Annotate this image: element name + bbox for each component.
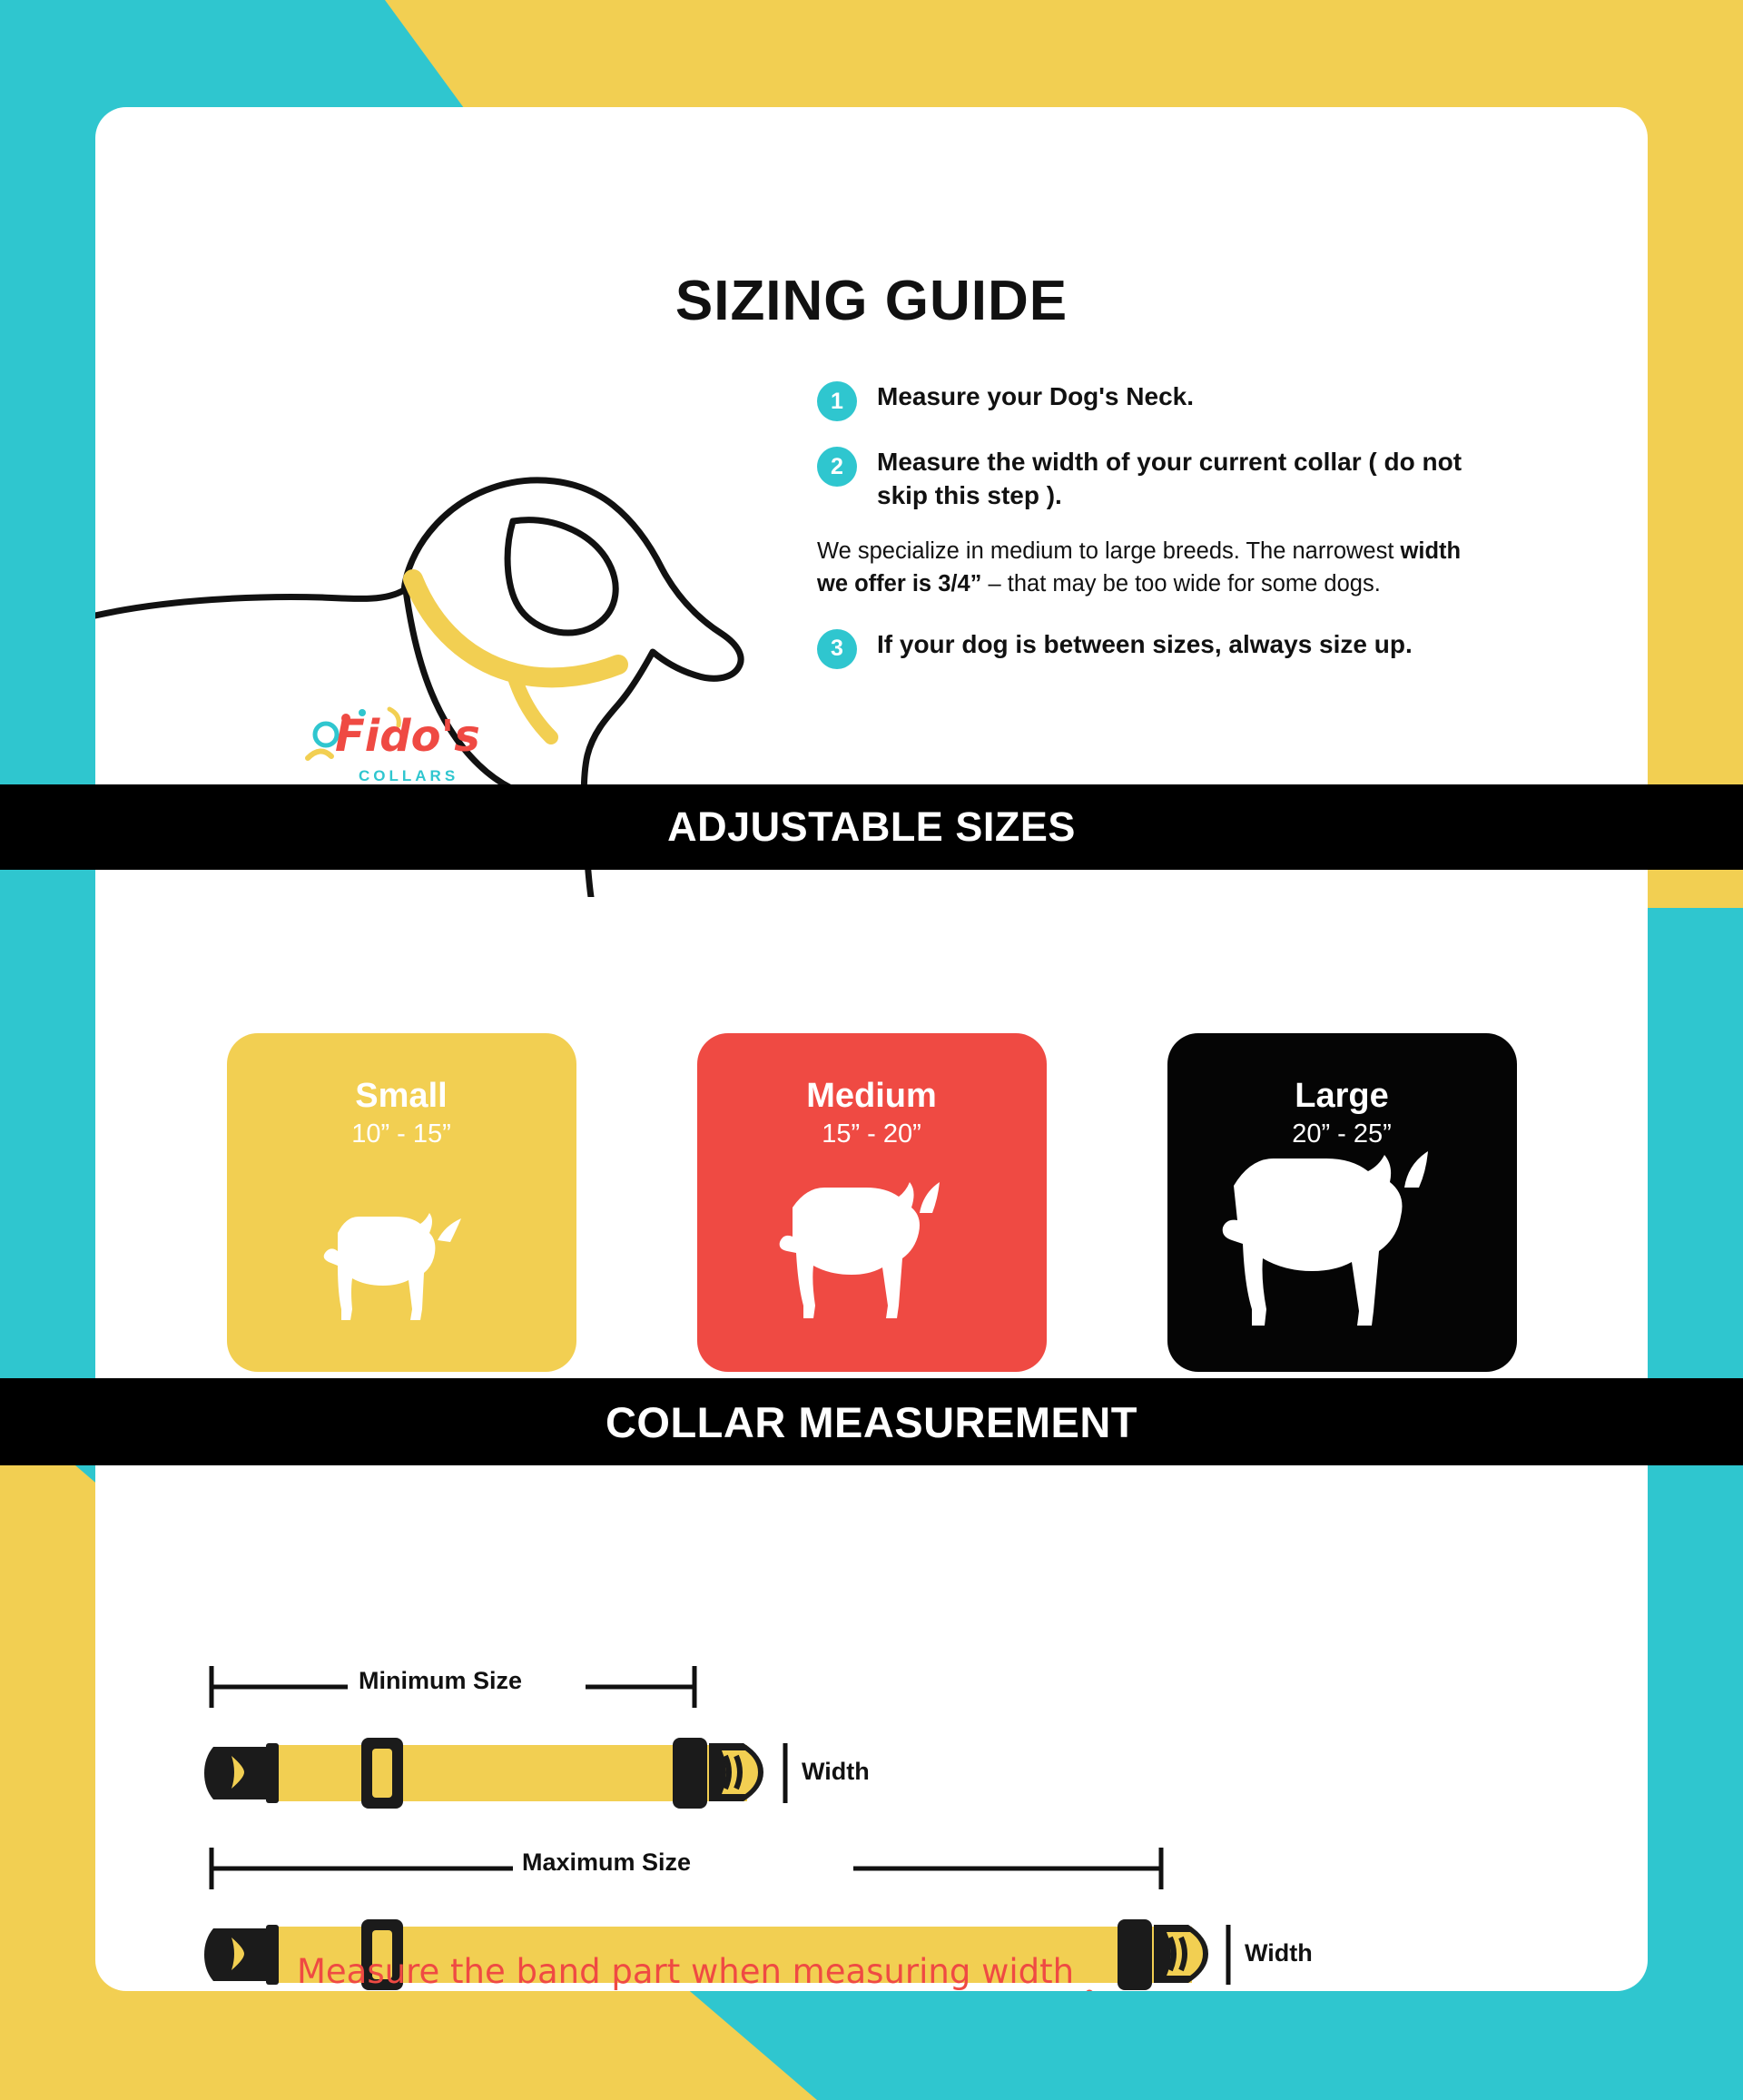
measure-band-footnote: Measure the band part when measuring width	[297, 1952, 1075, 1991]
step-text: If your dog is between sizes, always size up.	[877, 629, 1413, 658]
step-text: Measure your Dog's Neck.	[877, 382, 1195, 410]
size-card-label: Small	[355, 1077, 448, 1115]
size-card-small[interactable]	[227, 1033, 576, 1372]
step-number-badge: 1	[817, 381, 857, 421]
content-card	[95, 107, 1648, 1991]
banner-collar-measurement: COLLAR MEASUREMENT	[0, 1378, 1743, 1465]
step-item	[817, 380, 1561, 421]
note-part2: – that may be too wide for some dogs.	[981, 570, 1381, 596]
page-title: SIZING GUIDE	[675, 270, 1068, 332]
step-item	[817, 445, 1561, 512]
width-label-top: Width	[802, 1758, 870, 1785]
width-note	[817, 536, 1466, 599]
size-card-label: Large	[1295, 1077, 1389, 1115]
step-item	[817, 627, 1561, 669]
small-dog-silhouette-icon	[310, 1188, 492, 1324]
size-card-large[interactable]	[1167, 1033, 1517, 1372]
size-card-range: 10” - 15”	[351, 1119, 451, 1149]
banner-adjustable-sizes: ADJUSTABLE SIZES	[0, 784, 1743, 870]
logo-wordmark: Fido's	[335, 711, 480, 762]
instruction-steps	[817, 380, 1561, 693]
logo-subtitle: COLLARS	[359, 767, 459, 784]
size-card-range: 15” - 20”	[822, 1119, 921, 1149]
step-number-badge: 2	[817, 447, 857, 487]
note-part1: We specialize in medium to large breeds. The narrowest	[817, 538, 1401, 565]
size-card-medium[interactable]	[697, 1033, 1047, 1372]
step-number-badge: 3	[817, 629, 857, 669]
collar-measurement-diagram	[95, 1578, 1648, 1991]
size-card-label: Medium	[806, 1077, 937, 1115]
collar-diagram-svg	[95, 1578, 1648, 1991]
size-card-range: 20” - 25”	[1292, 1119, 1392, 1149]
large-dog-silhouette-icon	[1210, 1133, 1473, 1337]
step-text: Measure the width of your current collar ( do not skip this step ).	[877, 448, 1462, 510]
width-label-bottom: Width	[1245, 1939, 1313, 1967]
size-cards-row	[95, 1033, 1648, 1372]
minimum-size-label: Minimum Size	[359, 1667, 523, 1694]
note-bold: width we offer is 3/4”	[817, 538, 1462, 596]
maximum-size-label: Maximum Size	[522, 1849, 692, 1876]
medium-dog-silhouette-icon	[767, 1169, 976, 1328]
